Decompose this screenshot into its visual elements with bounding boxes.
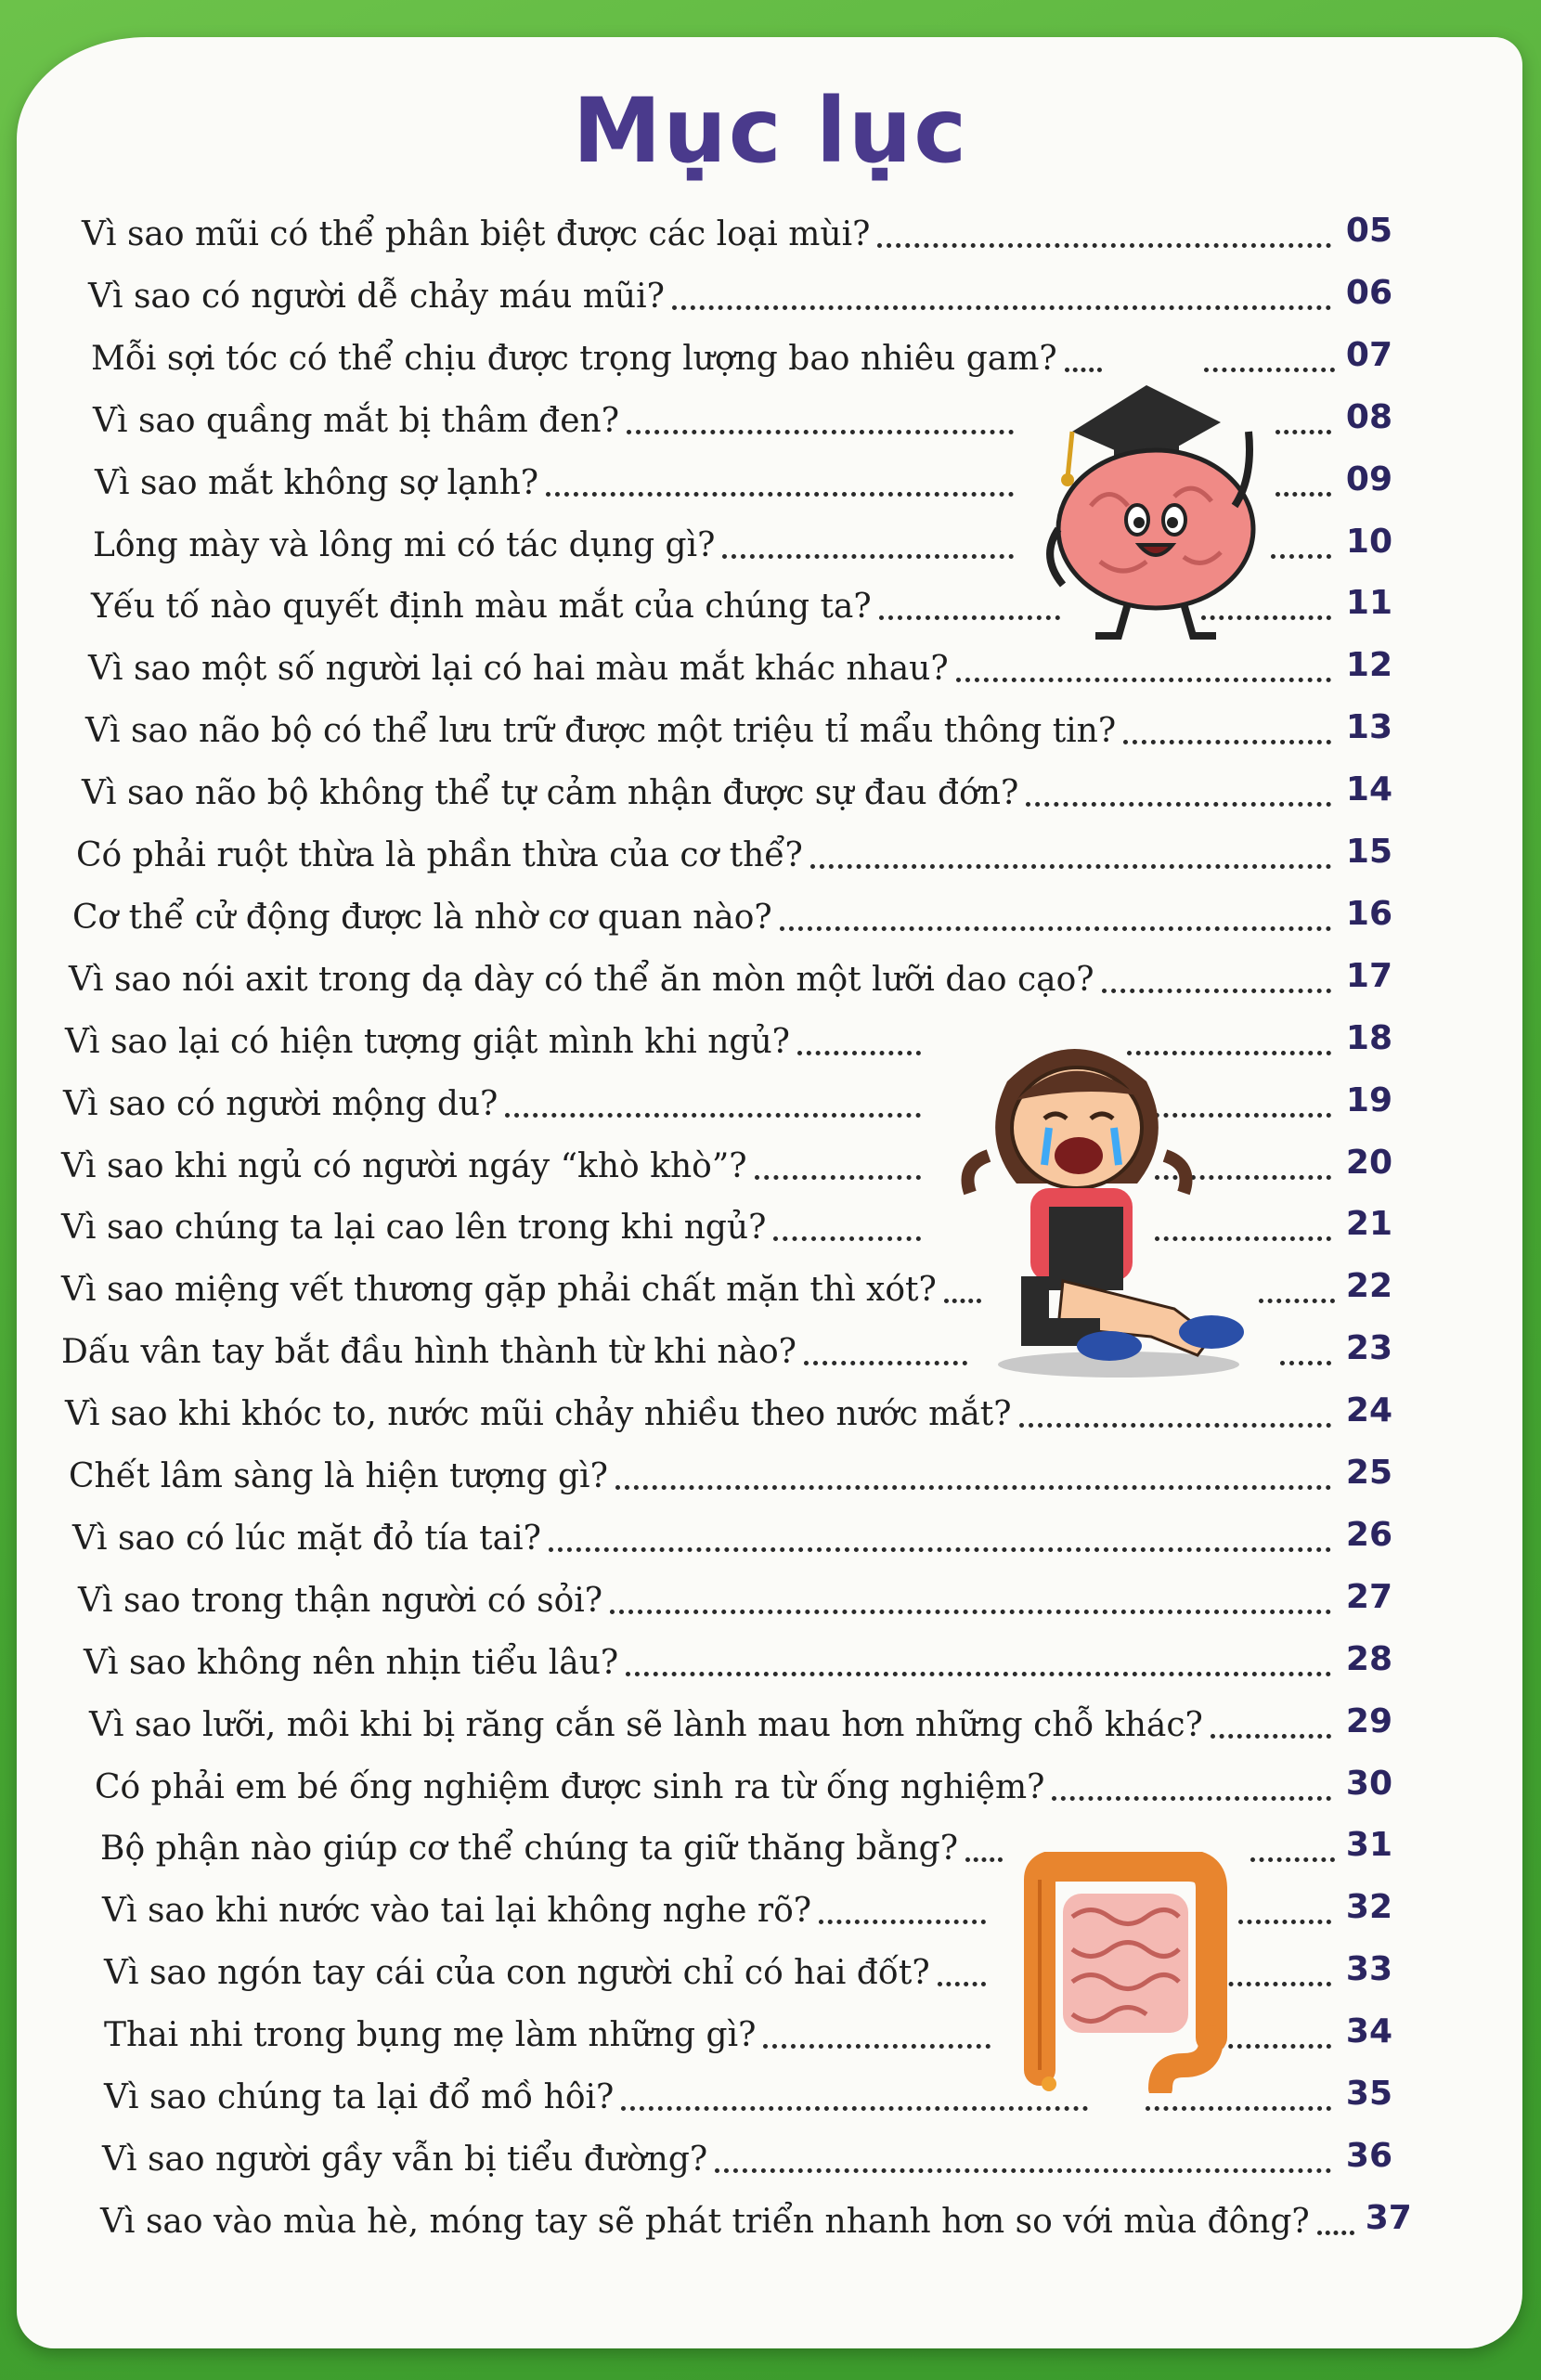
toc-question: Cơ thể cử động được là nhờ cơ quan nào? [72, 898, 772, 937]
dot-leader [1276, 492, 1331, 497]
dot-leader [755, 1175, 921, 1180]
dot-leader [722, 554, 1014, 559]
toc-question: Yếu tố nào quyết định màu mắt của chúng ta? [91, 588, 872, 627]
dot-leader [672, 305, 1331, 310]
toc-question: Dấu vân tay bắt đầu hình thành từ khi nào? [61, 1333, 796, 1372]
dot-leader [505, 1113, 921, 1118]
toc-question: Vì sao khi ngủ có người ngáy “khò khò”? [61, 1146, 747, 1185]
toc-page-number: 11 [1345, 584, 1392, 623]
toc-page-number: 12 [1345, 646, 1392, 685]
toc-page-number: 08 [1345, 397, 1392, 436]
toc-page-number: 07 [1345, 335, 1392, 374]
toc-page-number: 15 [1345, 833, 1392, 871]
dot-leader [1123, 740, 1331, 744]
toc-entry[interactable] [72, 1504, 1392, 1559]
dot-leader [780, 926, 1331, 931]
dot-leader [1271, 554, 1331, 559]
toc-question: Vì sao quầng mắt bị thâm đen? [93, 401, 620, 440]
crying-girl-icon [933, 1016, 1249, 1378]
toc-page-number: 25 [1345, 1454, 1392, 1492]
toc-question: Vì sao người gầy vẫn bị tiểu đường? [102, 2140, 708, 2179]
dot-leader [549, 1547, 1331, 1552]
toc-question: Thai nhi trong bụng mẹ làm những gì? [104, 2016, 757, 2055]
dot-leader [621, 2106, 1088, 2111]
dot-leader [1250, 1857, 1335, 1862]
toc-question: Vì sao não bộ không thể tự cảm nhận được sự đau đớn? [82, 774, 1019, 813]
toc-page-number: 14 [1345, 770, 1392, 809]
toc-question: Vì sao ngón tay cái của con người chỉ có hai đốt? [104, 1954, 930, 1993]
dot-leader [1102, 989, 1331, 993]
dot-leader [819, 1920, 986, 1924]
toc-page-number: 21 [1345, 1205, 1392, 1244]
toc-page-number: 10 [1345, 522, 1392, 561]
dot-leader [965, 1857, 1003, 1862]
toc-entry[interactable] [76, 821, 1392, 876]
dot-leader [1259, 1299, 1335, 1303]
dot-leader [1211, 1734, 1331, 1739]
dot-leader [1220, 1982, 1331, 1986]
toc-question: Vì sao khi khóc to, nước mũi chảy nhiều theo nước mắt? [65, 1395, 1012, 1434]
toc-entry[interactable] [85, 696, 1392, 752]
toc-entry[interactable] [82, 200, 1392, 255]
toc-question: Chết lâm sàng là hiện tượng gì? [69, 1457, 608, 1495]
toc-page-number: 19 [1345, 1080, 1392, 1119]
toc-question: Vì sao miệng vết thương gặp phải chất mặn thì xót? [61, 1271, 937, 1310]
toc-page-number: 24 [1345, 1391, 1392, 1430]
dot-leader [615, 1485, 1331, 1490]
toc-entry[interactable] [84, 1628, 1392, 1684]
toc-page-number: 28 [1345, 1639, 1392, 1678]
dot-leader [1019, 1423, 1331, 1428]
toc-entry[interactable] [89, 1690, 1392, 1746]
toc-page-number: 36 [1345, 2136, 1392, 2175]
toc-page-number: 33 [1345, 1950, 1392, 1989]
toc-question: Vì sao lưỡi, môi khi bị răng cắn sẽ lành mau hơn những chỗ khác? [89, 1705, 1203, 1744]
dot-leader [1317, 2231, 1354, 2235]
dot-leader [810, 864, 1331, 869]
toc-question: Vì sao khi nước vào tai lại không nghe rõ? [102, 1892, 812, 1931]
toc-question: Vì sao có lúc mặt đỏ tía tai? [72, 1519, 541, 1558]
toc-question: Vì sao mũi có thể phân biệt được các loại mùi? [82, 215, 871, 253]
dot-leader [1052, 1796, 1331, 1801]
toc-question: Vì sao nói axit trong dạ dày có thể ăn mòn một lưỡi dao cạo? [69, 960, 1094, 999]
toc-page-number: 29 [1345, 1701, 1392, 1740]
page-title: Mục lục [572, 79, 969, 183]
toc-question: Vì sao có người mộng du? [63, 1084, 499, 1123]
toc-page-number: 16 [1345, 894, 1392, 933]
toc-page-number: 18 [1345, 1018, 1392, 1057]
dot-leader [773, 1236, 921, 1241]
toc-page-number: 37 [1365, 2198, 1412, 2237]
toc-question: Vì sao mắt không sợ lạnh? [95, 463, 539, 502]
dot-leader [1276, 430, 1331, 434]
toc-page-number: 34 [1345, 2012, 1392, 2051]
toc-entry[interactable] [65, 1379, 1392, 1435]
toc-question: Vì sao lại có hiện tượng giật mình khi ngủ? [65, 1022, 790, 1061]
dot-leader [1280, 1361, 1331, 1365]
dot-leader [879, 615, 1060, 620]
toc-page-number: 26 [1345, 1515, 1392, 1554]
toc-question: Vì sao trong thận người có sỏi? [78, 1581, 603, 1620]
toc-page-number: 31 [1345, 1826, 1392, 1865]
toc-question: Vì sao một số người lại có hai màu mắt khác nhau? [88, 650, 949, 689]
toc-entry[interactable] [69, 1442, 1392, 1497]
toc-question: Vì sao não bộ có thể lưu trữ được một triệu tỉ mẩu thông tin? [85, 712, 1117, 751]
dot-leader [763, 2044, 991, 2049]
toc-entry[interactable] [100, 2187, 1412, 2243]
toc-page-number: 20 [1345, 1143, 1392, 1182]
toc-question: Có phải ruột thừa là phần thừa của cơ thể? [76, 836, 803, 874]
toc-question: Vì sao không nên nhịn tiểu lâu? [84, 1643, 619, 1682]
toc-entry[interactable] [72, 883, 1392, 938]
toc-entry[interactable] [102, 2125, 1392, 2180]
toc-page-number: 17 [1345, 956, 1392, 995]
toc-page-number: 35 [1345, 2075, 1392, 2113]
toc-entry[interactable] [78, 1566, 1392, 1622]
toc-page-number: 09 [1345, 459, 1392, 498]
toc-question: Vì sao có người dễ chảy máu mũi? [88, 277, 665, 316]
dot-leader [627, 430, 1014, 434]
toc-question: Có phải em bé ống nghiệm được sinh ra từ ống nghiệm? [95, 1767, 1045, 1806]
toc-page-number: 06 [1345, 273, 1392, 312]
toc-question: Vì sao chúng ta lại cao lên trong khi ngủ? [61, 1209, 767, 1248]
toc-question: Mỗi sợi tóc có thể chịu được trọng lượng bao nhiêu gam? [91, 339, 1057, 378]
toc-page-number: 30 [1345, 1764, 1392, 1803]
toc-question: Vì sao chúng ta lại đổ mồ hôi? [104, 2078, 615, 2116]
dot-leader [610, 1610, 1331, 1614]
dot-leader [797, 1051, 921, 1055]
dot-leader [1146, 2106, 1331, 2111]
dot-leader [1238, 1920, 1331, 1924]
toc-question: Lông mày và lông mi có tác dụng gì? [93, 525, 716, 564]
dot-leader [715, 2168, 1331, 2173]
toc-page-number: 22 [1345, 1267, 1392, 1306]
dot-leader [956, 678, 1331, 682]
toc-entry[interactable] [95, 1753, 1392, 1808]
dot-leader [1026, 802, 1331, 807]
toc-page-number: 05 [1345, 212, 1392, 250]
toc-entry[interactable] [69, 945, 1392, 1001]
toc-page-number: 27 [1345, 1577, 1392, 1616]
dot-leader [626, 1672, 1331, 1676]
toc-question: Vì sao vào mùa hè, móng tay sẽ phát triển nhanh hơn so với mùa đông? [100, 2202, 1310, 2241]
toc-question: Bộ phận nào giúp cơ thể chúng ta giữ thăng bằng? [100, 1830, 959, 1869]
toc-entry[interactable] [82, 758, 1392, 814]
toc-entry[interactable] [88, 262, 1392, 317]
dot-leader [877, 243, 1331, 248]
brain-mascot-icon [1035, 367, 1276, 645]
toc-page-number: 23 [1345, 1329, 1392, 1368]
toc-page-number: 13 [1345, 708, 1392, 747]
dot-leader [546, 492, 1014, 497]
dot-leader [938, 1982, 986, 1986]
intestine-icon [1012, 1852, 1235, 2093]
toc-page-number: 32 [1345, 1888, 1392, 1927]
